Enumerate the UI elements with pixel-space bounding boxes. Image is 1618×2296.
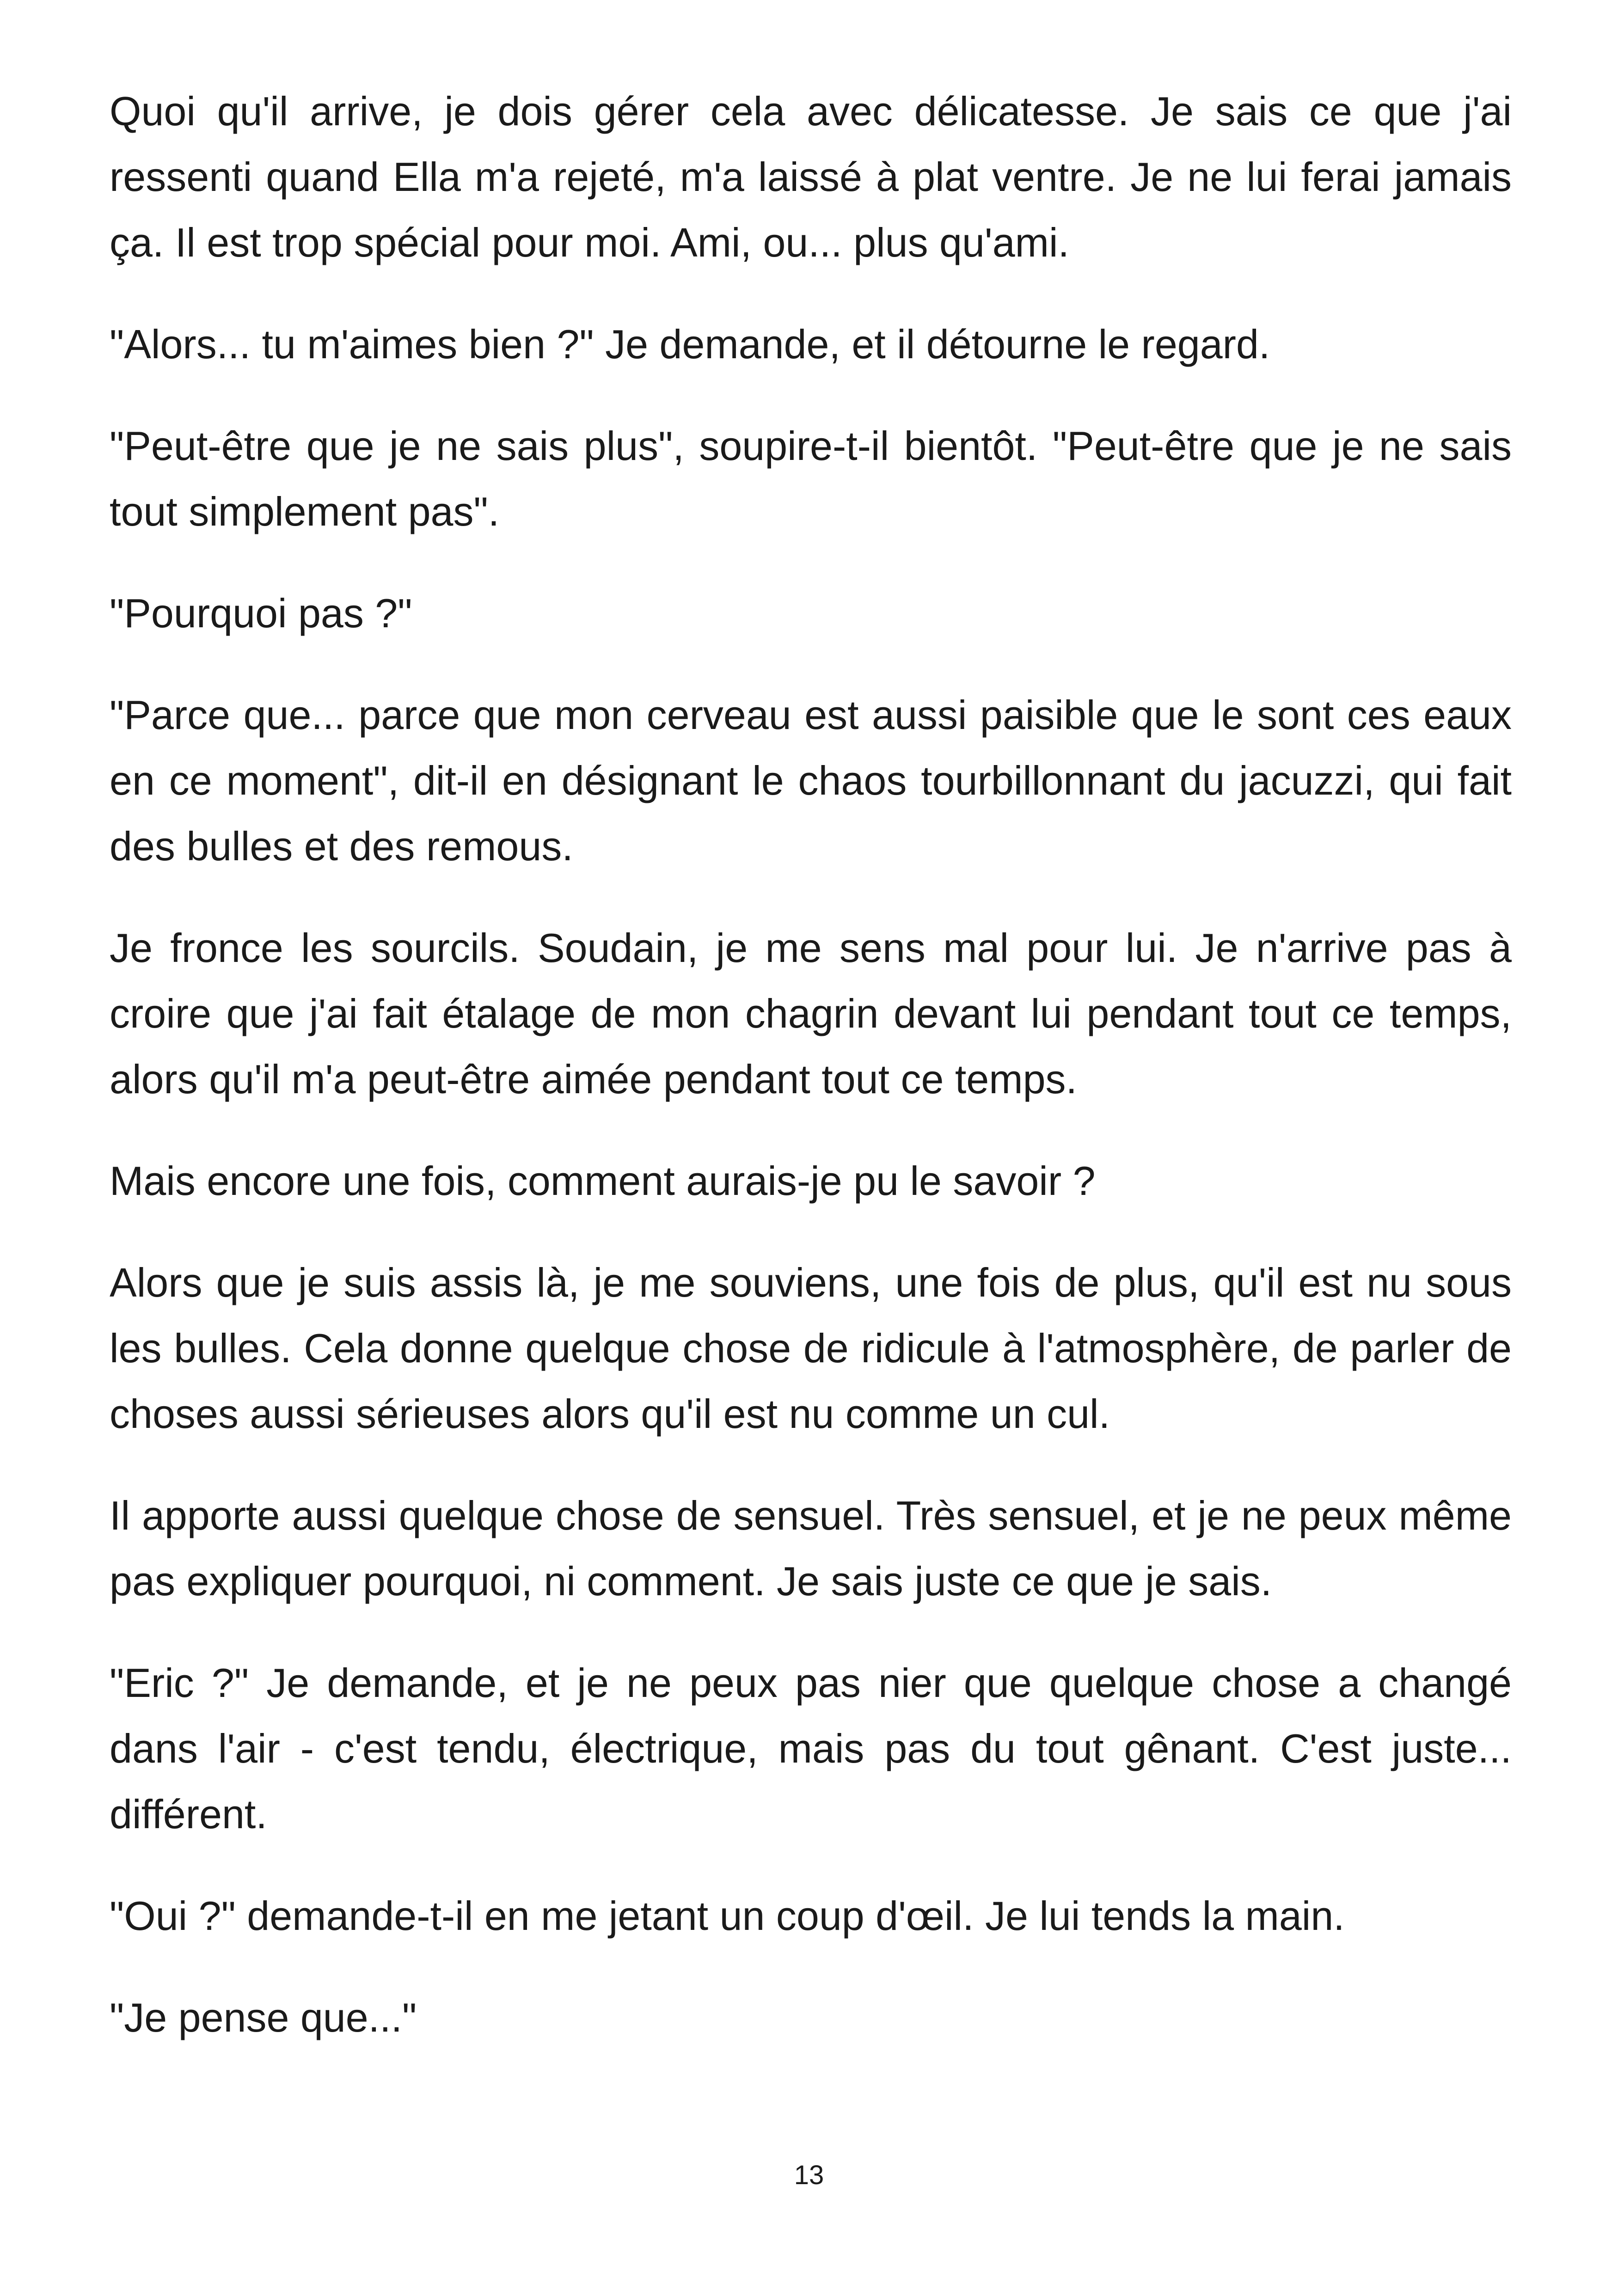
paragraph: "Je pense que..." [110, 1995, 417, 2040]
paragraph: Je fronce les sourcils. Soudain, je me sens mal pour lui. Je n'arrive pas à croire que j'ai fait étalage de mon chagrin devant lui pendant tout ce temps, alors qu'il m'a peut-être aimée pendant tout ce temps. [110, 925, 1512, 1102]
paragraph: Mais encore une fois, comment aurais-je pu le savoir ? [110, 1158, 1096, 1204]
paragraph: Il apporte aussi quelque chose de sensuel. Très sensuel, et je ne peux même pas expliquer pourquoi, ni comment. Je sais juste ce que je sais. [110, 1493, 1512, 1604]
paragraph: Alors que je suis assis là, je me souviens, une fois de plus, qu'il est nu sous les bulles. Cela donne quelque chose de ridicule à l'atmosphère, de parler de choses aussi sérieuses alors qu'il est nu comme un cul. [110, 1260, 1512, 1437]
paragraph: "Pourquoi pas ?" [110, 590, 412, 636]
paragraph: "Oui ?" demande-t-il en me jetant un coup d'œil. Je lui tends la main. [110, 1893, 1345, 1939]
paragraph: "Eric ?" Je demande, et je ne peux pas nier que quelque chose a changé dans l'air - c'est tendu, électrique, mais pas du tout gênant. C'est juste... différent. [110, 1660, 1512, 1837]
body-text [110, 79, 1512, 2087]
page-number: 13 [794, 2160, 824, 2190]
paragraph: "Alors... tu m'aimes bien ?" Je demande, et il détourne le regard. [110, 321, 1270, 367]
paragraph: "Parce que... parce que mon cerveau est aussi paisible que le sont ces eaux en ce moment", dit-il en désignant le chaos tourbillonnant du jacuzzi, qui fait des bulles et des remous. [110, 692, 1512, 869]
paragraph: "Peut-être que je ne sais plus", soupire-t-il bientôt. "Peut-être que je ne sais tout simplement pas". [110, 423, 1512, 534]
paragraph: Quoi qu'il arrive, je dois gérer cela avec délicatesse. Je sais ce que j'ai ressenti quand Ella m'a rejeté, m'a laissé à plat ventre. Je ne lui ferai jamais ça. Il est trop spécial pour moi. Ami, ou... plus qu'ami. [110, 88, 1512, 265]
